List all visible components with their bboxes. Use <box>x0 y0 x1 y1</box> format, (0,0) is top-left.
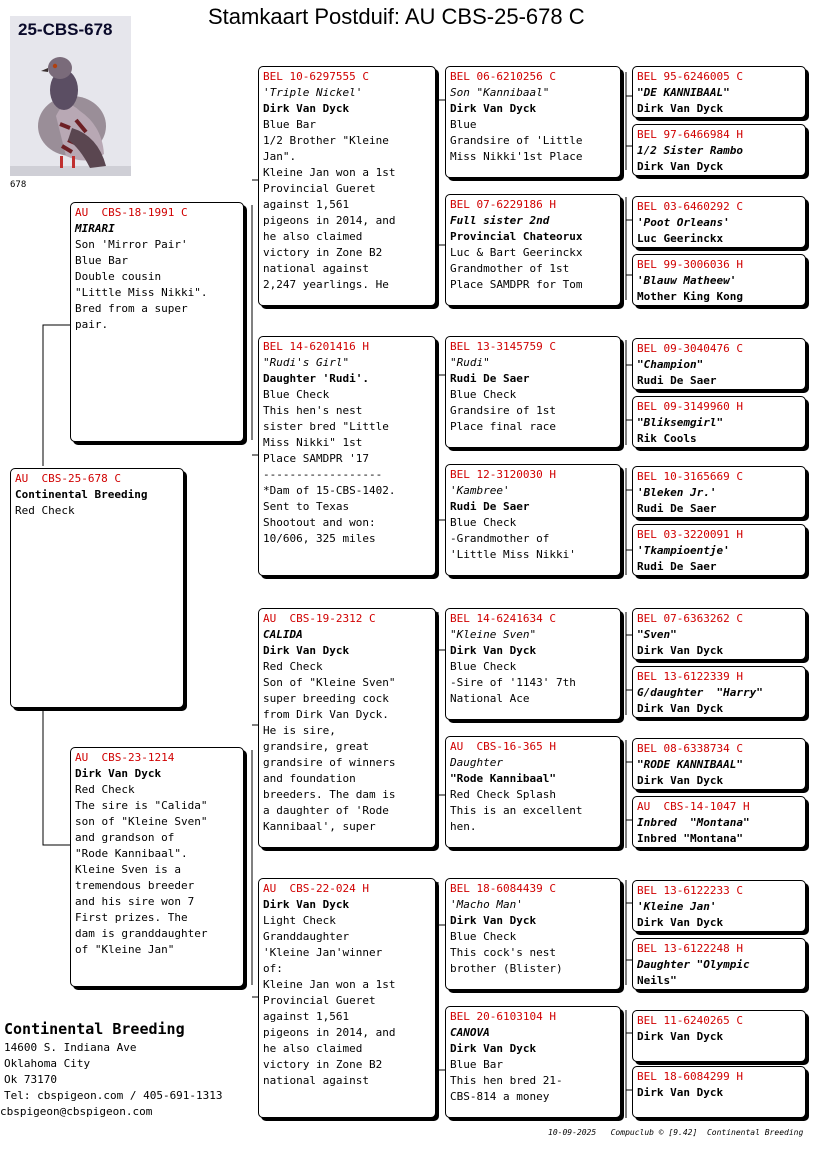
card-line: and grandson of <box>75 831 175 844</box>
card-line-owner: Dirk Van Dyck <box>637 916 724 929</box>
card-line-name: 'Kambree' <box>450 484 510 497</box>
pedigree-card-dam[interactable] <box>70 747 244 987</box>
card-line: he also claimed <box>263 230 363 243</box>
card-line: from Dirk Van Dyck. <box>263 708 389 721</box>
card-line-owner: Dirk Van Dyck <box>637 702 724 715</box>
ring-number: BEL 07-6229186 H <box>450 198 556 211</box>
card-line: Shootout and won: <box>263 516 376 529</box>
card-line: Red Check <box>75 783 135 796</box>
card-line-name: MIRARI <box>75 222 115 235</box>
card-line-name: "RODE KANNIBAAL" <box>637 758 743 771</box>
ring-number: BEL 03-3220091 H <box>637 528 743 541</box>
card-line: Red Check Splash <box>450 788 556 801</box>
card-line-owner: Dirk Van Dyck <box>637 1086 724 1099</box>
card-line: Red Check <box>263 660 323 673</box>
pedigree-card-gen4[interactable] <box>632 396 806 448</box>
card-line: This hen's nest <box>263 404 363 417</box>
card-line-owner: Dirk Van Dyck <box>450 644 537 657</box>
card-line-owner: Inbred "Montana" <box>637 832 743 845</box>
card-line-owner: Dirk Van Dyck <box>263 102 350 115</box>
card-line: National Ace <box>450 692 530 705</box>
card-line-owner: Dirk Van Dyck <box>450 1042 537 1055</box>
card-line-name: 'Poot Orleans' <box>637 216 730 229</box>
ring-number: BEL 13-6122339 H <box>637 670 743 683</box>
pedigree-card-gen4[interactable] <box>632 880 806 932</box>
card-line: This hen bred 21- <box>450 1074 563 1087</box>
card-line: Kleine Jan won a 1st <box>263 978 396 991</box>
card-line: sister bred "Little <box>263 420 389 433</box>
card-line: "Rode Kannibaal" <box>450 772 556 785</box>
card-line: Jan". <box>263 150 297 163</box>
card-line: and foundation <box>263 772 356 785</box>
card-line-name: Full sister 2nd <box>450 214 550 227</box>
ring-number: AU CBS-14-1047 H <box>637 800 750 813</box>
card-line-name: "Rudi's Girl" <box>263 356 350 369</box>
card-line: a daughter of 'Rode <box>263 804 389 817</box>
card-line: son of "Kleine Sven" <box>75 815 208 828</box>
pedigree-card-sss[interactable] <box>445 66 621 178</box>
pedigree-card-ddd[interactable] <box>445 1006 621 1118</box>
ring-number: AU CBS-22-024 H <box>263 882 369 895</box>
card-line-name: "Sven" <box>637 628 677 641</box>
ring-number: BEL 18-6084439 C <box>450 882 556 895</box>
ring-number: BEL 14-6241634 C <box>450 612 556 625</box>
card-line: Granddaughter <box>263 930 350 943</box>
card-line-name: "Rudi" <box>450 356 490 369</box>
ring-number: AU CBS-19-2312 C <box>263 612 376 625</box>
pedigree-card-dss[interactable] <box>445 608 621 720</box>
card-line: Grandmother of 1st <box>450 262 570 275</box>
card-line: Provincial Gueret <box>263 994 376 1007</box>
ring-number: BEL 09-3040476 C <box>637 342 743 355</box>
card-line: super breeding cock <box>263 692 389 705</box>
pedigree-card-sire-sire[interactable] <box>258 66 436 306</box>
photo-caption: 678 <box>10 180 27 190</box>
page-title: Stamkaart Postduif: AU CBS-25-678 C <box>208 4 585 29</box>
breeder-email: cbspigeon@cbspigeon.com <box>0 1105 153 1118</box>
card-line-name: Daughter "Olympic <box>637 958 750 971</box>
ring-number: AU CBS-25-678 C <box>15 472 121 485</box>
pedigree-card-gen4[interactable] <box>632 338 806 390</box>
card-line-owner: Dirk Van Dyck <box>637 102 724 115</box>
card-line: Grandsire of 'Little <box>450 134 583 147</box>
breeder-info <box>0 1018 223 1120</box>
card-line-owner: Dirk Van Dyck <box>450 914 537 927</box>
pedigree-card-gen4[interactable] <box>632 1066 806 1118</box>
card-line-name: "Champion" <box>637 358 704 371</box>
card-line: and his sire won 7 <box>75 895 195 908</box>
ring-number: BEL 07-6363262 C <box>637 612 743 625</box>
card-line-name: "DE KANNIBAAL" <box>637 86 730 99</box>
card-line: dam is granddaughter <box>75 927 208 940</box>
pedigree-card-gen4[interactable] <box>632 466 806 518</box>
card-line: Bred from a super <box>75 302 188 315</box>
card-line: Provincial Chateorux <box>450 230 583 243</box>
card-line: 'Kleine Jan'winner <box>263 946 383 959</box>
pedigree-card-dsd[interactable] <box>445 736 621 848</box>
card-line: Blue Bar <box>263 118 316 131</box>
card-line: 1/2 Brother "Kleine <box>263 134 389 147</box>
pedigree-card-gen4[interactable] <box>632 254 806 306</box>
card-line: "Little Miss Nikki". <box>75 286 208 299</box>
card-line: This is an excellent <box>450 804 583 817</box>
card-line-name: G/daughter "Harry" <box>637 686 763 699</box>
ring-number: BEL 10-6297555 C <box>263 70 369 83</box>
card-line-name: CANOVA <box>450 1026 490 1039</box>
card-line: Blue Bar <box>450 1058 503 1071</box>
pedigree-card-gen4[interactable] <box>632 196 806 248</box>
pedigree-card-sire[interactable] <box>70 202 244 442</box>
card-line-name: "Bliksemgirl" <box>637 416 724 429</box>
ring-number: BEL 09-3149960 H <box>637 400 743 413</box>
card-line: Sent to Texas <box>263 500 350 513</box>
pedigree-card-sds[interactable] <box>445 336 621 448</box>
card-line: Kleine Sven is a <box>75 863 181 876</box>
card-line-owner: Dirk Van Dyck <box>75 767 162 780</box>
card-line: Kleine Jan won a 1st <box>263 166 396 179</box>
ring-number: AU CBS-23-1214 <box>75 751 175 764</box>
card-line: -Sire of '1143' 7th <box>450 676 576 689</box>
card-line-owner: Rik Cools <box>637 432 697 445</box>
card-line-name: "Kleine Sven" <box>450 628 537 641</box>
ring-number: BEL 13-6122248 H <box>637 942 743 955</box>
pedigree-card-gen4[interactable] <box>632 938 806 990</box>
card-line: The sire is "Calida" <box>75 799 208 812</box>
card-line: Miss Nikki'1st Place <box>450 150 583 163</box>
card-line: against 1,561 <box>263 198 350 211</box>
card-line: -Grandmother of <box>450 532 550 545</box>
breeder-city: Oklahoma City <box>4 1057 91 1070</box>
card-line-owner: Dirk Van Dyck <box>263 644 350 657</box>
card-line: victory in Zone B2 <box>263 246 383 259</box>
card-line: ------------------ <box>263 468 383 481</box>
pedigree-card-ssd[interactable] <box>445 194 621 306</box>
ring-number: BEL 03-6460292 C <box>637 200 743 213</box>
card-line-owner: Rudi De Saer <box>637 560 717 573</box>
card-line-owner: Dirk Van Dyck <box>263 898 350 911</box>
pedigree-card-gen4[interactable] <box>632 1010 806 1062</box>
pedigree-card-gen4[interactable] <box>632 124 806 176</box>
ring-number: BEL 12-3120030 H <box>450 468 556 481</box>
ring-number: BEL 11-6240265 C <box>637 1014 743 1027</box>
photo-ring-label: 25-CBS-678 <box>18 20 113 39</box>
breeder-state: Ok 73170 <box>4 1073 57 1086</box>
pedigree-card-gen4[interactable] <box>632 524 806 576</box>
card-line-owner: Dirk Van Dyck <box>637 774 724 787</box>
card-line: grandsire, great <box>263 740 369 753</box>
breeder-address: 14600 S. Indiana Ave <box>4 1041 137 1054</box>
ring-number: BEL 20-6103104 H <box>450 1010 556 1023</box>
card-line: pair. <box>75 318 109 331</box>
card-line: Son of "Kleine Sven" <box>263 676 396 689</box>
card-line: Blue Check <box>450 660 517 673</box>
card-line: against 1,561 <box>263 1010 350 1023</box>
card-line-name: CALIDA <box>263 628 303 641</box>
card-line: grandsire of winners <box>263 756 396 769</box>
card-line: Blue <box>450 118 477 131</box>
card-line: breeders. The dam is <box>263 788 396 801</box>
ring-number: AU CBS-18-1991 C <box>75 206 188 219</box>
card-line: 10/606, 325 miles <box>263 532 376 545</box>
pedigree-card-gen4[interactable] <box>632 738 806 790</box>
card-line-owner: Rudi De Saer <box>637 502 717 515</box>
card-line: of "Kleine Jan" <box>75 943 175 956</box>
pedigree-card-sdd[interactable] <box>445 464 621 576</box>
card-line: Blue Check <box>450 516 517 529</box>
card-line: he also claimed <box>263 1042 363 1055</box>
card-line-owner: Dirk Van Dyck <box>637 644 724 657</box>
card-line-owner: Continental Breeding <box>15 488 148 501</box>
card-line-name: Inbred "Montana" <box>637 816 750 829</box>
ring-number: BEL 06-6210256 C <box>450 70 556 83</box>
pedigree-card-gen4[interactable] <box>632 796 806 848</box>
card-line-name: 'Triple Nickel' <box>263 86 363 99</box>
card-line: First prizes. The <box>75 911 188 924</box>
card-line: He is sire, <box>263 724 336 737</box>
ring-number: BEL 99-3006036 H <box>637 258 743 271</box>
ring-number: BEL 08-6338734 C <box>637 742 743 755</box>
card-line: Blue Check <box>263 388 330 401</box>
ring-number: BEL 95-6246005 C <box>637 70 743 83</box>
pedigree-card-gen4[interactable] <box>632 666 806 718</box>
card-line: "Rode Kannibaal". <box>75 847 188 860</box>
card-line-owner: Neils" <box>637 974 677 987</box>
ring-number: BEL 97-6466984 H <box>637 128 743 141</box>
card-line-owner: Mother King Kong <box>637 290 743 303</box>
ring-number: AU CBS-16-365 H <box>450 740 556 753</box>
ring-number: BEL 13-6122233 C <box>637 884 743 897</box>
card-line: national against <box>263 262 369 275</box>
card-line: Miss Nikki" 1st <box>263 436 363 449</box>
card-line-owner: Luc Geerinckx <box>637 232 724 245</box>
card-line: tremendous breeder <box>75 879 195 892</box>
card-line: Place SAMDPR for Tom <box>450 278 583 291</box>
card-line-name: 'Bleken Jr.' <box>637 486 717 499</box>
pedigree-card-dam-dam[interactable] <box>258 878 436 1118</box>
footer-print-info: 10-09-2025 Compuclub © [9.42] Continental Breeding <box>548 1128 804 1137</box>
card-line: Double cousin <box>75 270 162 283</box>
card-line-name: 'Macho Man' <box>450 898 523 911</box>
card-line-owner: Rudi De Saer <box>637 374 717 387</box>
pedigree-card-gen4[interactable] <box>632 66 806 118</box>
card-line: Place final race <box>450 420 556 433</box>
card-line: pigeons in 2014, and <box>263 214 396 227</box>
pedigree-card-subject[interactable] <box>10 468 184 708</box>
ring-number: BEL 14-6201416 H <box>263 340 369 353</box>
card-line-name: 'Blauw Matheew' <box>637 274 737 287</box>
card-line-name: 1/2 Sister Rambo <box>637 144 743 157</box>
breeder-contact: Tel: cbspigeon.com / 405-691-1313 <box>4 1089 223 1102</box>
card-line: victory in Zone B2 <box>263 1058 383 1071</box>
card-line-owner: Rudi De Saer <box>450 500 530 513</box>
card-line: hen. <box>450 820 477 833</box>
card-line: Red Check <box>15 504 75 517</box>
ring-number: BEL 13-3145759 C <box>450 340 556 353</box>
pedigree-card-sire-dam[interactable] <box>258 336 436 576</box>
card-line: CBS-814 a money <box>450 1090 550 1103</box>
card-line: Light Check <box>263 914 336 927</box>
card-line: national against <box>263 1074 369 1087</box>
card-line: Kannibaal', super <box>263 820 376 833</box>
card-line-owner: Daughter 'Rudi'. <box>263 372 369 385</box>
card-line: Place SAMDPR '17 <box>263 452 369 465</box>
card-line: Provincial Gueret <box>263 182 376 195</box>
card-line-owner: Dirk Van Dyck <box>637 1030 724 1043</box>
card-line: Grandsire of 1st <box>450 404 556 417</box>
card-line-owner: Dirk Van Dyck <box>637 160 724 173</box>
pedigree-card-dam-sire[interactable] <box>258 608 436 848</box>
pedigree-card-gen4[interactable] <box>632 608 806 660</box>
card-line-name: 'Kleine Jan' <box>637 900 717 913</box>
card-line: Blue Check <box>450 388 517 401</box>
card-line-owner: Luc & Bart Geerinckx <box>450 246 583 259</box>
ring-number: BEL 18-6084299 H <box>637 1070 743 1083</box>
card-line-name: Daughter <box>450 756 503 769</box>
card-line: Blue Bar <box>75 254 128 267</box>
card-line: Son 'Mirror Pair' <box>75 238 188 251</box>
card-line: of: <box>263 962 283 975</box>
card-line: *Dam of 15-CBS-1402. <box>263 484 396 497</box>
card-line: brother (Blister) <box>450 962 563 975</box>
card-line: Blue Check <box>450 930 517 943</box>
card-line-name: Son "Kannibaal" <box>450 86 550 99</box>
ring-number: BEL 10-3165669 C <box>637 470 743 483</box>
card-line: 'Little Miss Nikki' <box>450 548 576 561</box>
card-line-owner: Dirk Van Dyck <box>450 102 537 115</box>
card-line: 2,247 yearlings. He <box>263 278 389 291</box>
card-line: This cock's nest <box>450 946 556 959</box>
card-line-name: 'Tkampioentje' <box>637 544 730 557</box>
card-line: pigeons in 2014, and <box>263 1026 396 1039</box>
card-line-owner: Rudi De Saer <box>450 372 530 385</box>
breeder-name: Continental Breeding <box>4 1020 185 1038</box>
pedigree-card-dds[interactable] <box>445 878 621 990</box>
